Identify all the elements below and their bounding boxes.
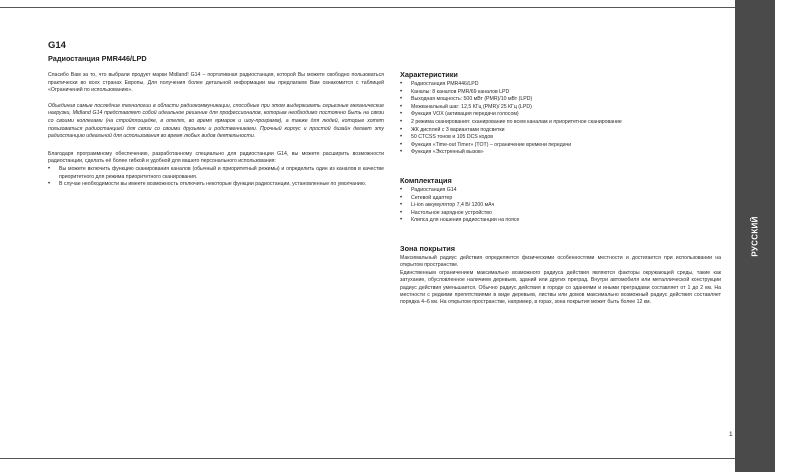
features-heading: Характеристики (400, 70, 458, 79)
list-item: • Функция «Time-out Timer» (TOT) – ограничение времени передачи (400, 142, 721, 150)
language-tab-label-wrap (735, 0, 775, 472)
coverage-paragraph-2: Единственным ограничением максимально возможного радиуса действия являются факторы окружающей среды, такие как затухание, обусловленное наличием деревьев, зданий или других преград. Внутри автомобиля или металлической конструкции радиус действия уменьшается. Обычно радиус действия в городе со зданиями и иными преградами составляет от 1 до 2 км. На местности с редкими препятствиями в виде деревьев, листвы или домов максимально возможный радиус действия составляет порядка 4–6 км. На открытом пространстве, например, в горах, зона покрытия может быть более 12 км. (400, 269, 721, 306)
list-item: • ЖК дисплей с 3 вариантами подсветки (400, 127, 721, 135)
kit-heading: Комплектация (400, 175, 452, 185)
software-paragraph: Благодаря программному обеспечению, разработанному специально для радиостанции G14, вы можете расширить возможности радиостанции, сделать её более гибкой и удобной для вашего персонального использования: (48, 150, 384, 165)
intro-paragraph: Спасибо Вам за то, что выбрали продукт марки Midland! G14 – портативная радиостанция, которой Вы можете свободно пользоваться практически во всех странах Европы. Для получения более детальной информации мы предлагаем Вам ознакомится с таблицей «Ограничений по использованию». (48, 72, 384, 94)
list-item: • Каналы: 8 каналов PMR/69 каналов LPD (400, 89, 721, 97)
list-item: • Функция «Экстренный вызов» (400, 149, 721, 157)
list-item: • Настольное зарядное устройство (400, 210, 721, 218)
list-item: • Клипса для ношения радиостанции на поясе (400, 217, 721, 225)
list-item: • Выходная мощность: 500 мВт (PMR)/10 мВт (LPD) (400, 96, 721, 104)
model-title: G14 (48, 40, 66, 51)
software-bullets (48, 166, 384, 189)
top-rule (0, 7, 735, 8)
page-number: 1 (729, 431, 733, 438)
list-item: • 2 режима сканирования: сканирование по всем каналам и приоритетное сканирование (400, 119, 721, 127)
left-column (48, 40, 384, 189)
list-item: • Вы можете включить функцию сканирования каналов (обычный и приоритетный режимы) и определить один из каналов в качестве приоритетного для режима приоритетного сканирования. (48, 166, 384, 181)
kit-list (400, 187, 721, 225)
coverage-section (400, 244, 721, 307)
italic-paragraph: Объединив самые последние технологии в области радиокоммуникации, способные при этом выдерживать серьезные механические нагрузки, Midland G14 представляет собой идеальное решение для профессионалов, которым необходимо постоянно быть на связи со своими коллегами (на стройплощадке, в отелях, во время ярмарок и шоу-программ), а также для людей, которые хотят пользоваться радиостанцией для связи со своими друзьями и родственниками. Прочный корпус и простой дизайн делает эту радиостанцию идеальной для использования во время любых видов деятельности. (48, 102, 384, 140)
features-list (400, 81, 721, 157)
list-item: • Функция VOX (активация передачи голосом) (400, 111, 721, 119)
list-item: • Межканальный шаг: 12,5 КГц (PMR)/ 25 КГц (LPD) (400, 104, 721, 112)
language-tab-label: РУССКИЙ (750, 215, 760, 257)
list-item: • Радиостанция PMR446/LPD (400, 81, 721, 89)
bottom-rule (0, 458, 735, 459)
kit-section (400, 176, 721, 225)
list-item: • Li-ion аккумулятор 7,4 В/ 1200 мАч (400, 202, 721, 210)
list-item: • 50 CTCSS тонов и 105 DCS кодов (400, 134, 721, 142)
list-item: • В случае необходимости вы имеете возможность отключить некоторые функции радиостанции, установленные по умолчанию. (48, 181, 384, 189)
model-subtitle: Радиостанция PMR446/LPD (48, 54, 147, 63)
list-item: • Радиостанция G14 (400, 187, 721, 195)
coverage-heading: Зона покрытия (400, 243, 456, 253)
list-item: • Сетевой адаптер (400, 195, 721, 203)
coverage-paragraph-1: Максимальный радиус действия определяется физическими особенностями местности и достигается при использовании на открытом пространстве. (400, 254, 721, 269)
right-column (400, 70, 721, 307)
